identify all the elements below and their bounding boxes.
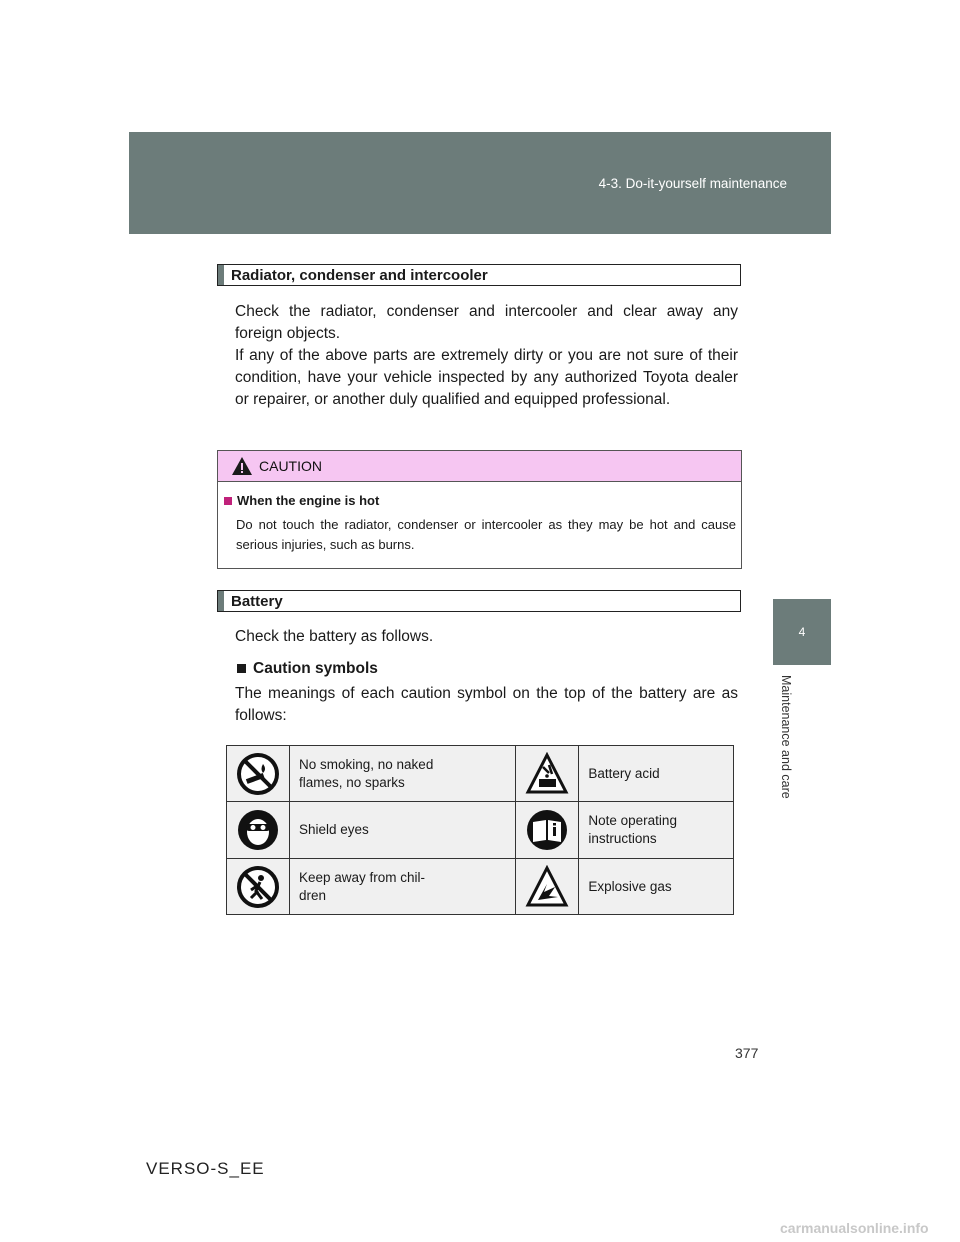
table-cell — [516, 746, 579, 802]
symbol-label: No smoking, no naked — [299, 756, 434, 772]
table-cell — [516, 802, 579, 859]
radiator-heading-text: Radiator, condenser and intercooler — [231, 267, 488, 284]
caution-symbols-subheading — [237, 658, 740, 680]
chapter-label-vertical — [775, 675, 799, 815]
chapter-tab[interactable] — [773, 599, 831, 665]
table-row — [227, 802, 734, 859]
bullet-square-icon — [224, 497, 232, 505]
heading-marker — [218, 591, 224, 611]
symbol-label: Keep away from chil- — [299, 869, 426, 885]
watermark: carmanualsonline.info — [780, 1220, 929, 1236]
table-cell — [290, 859, 516, 915]
header-band — [129, 132, 831, 234]
radiator-paragraph-1: Check the radiator, condenser and intercooler and clear away any foreign objects. — [235, 303, 738, 342]
symbol-label: Note operating — [588, 813, 677, 828]
symbol-label: Battery acid — [588, 765, 660, 781]
chapter-label: Maintenance and care — [779, 675, 793, 799]
table-row — [227, 746, 734, 802]
radiator-heading — [217, 264, 741, 286]
shield-eyes-icon — [236, 808, 280, 852]
table-cell — [227, 802, 290, 859]
caution-body: Do not touch the radiator, condenser or intercooler as they may be hot and cause serious injuries, such as burns. — [236, 517, 736, 552]
symbol-label-continued: flames, no sparks — [299, 774, 405, 790]
model-code: VERSO-S_EE — [146, 1159, 265, 1178]
table-cell — [579, 859, 734, 915]
table-cell — [579, 802, 734, 859]
table-cell — [290, 746, 516, 802]
table-row — [227, 859, 734, 915]
caution-symbols-subheading-text: Caution symbols — [253, 660, 378, 677]
battery-description: The meanings of each caution symbol on the top of the battery are as follows: — [235, 685, 738, 724]
radiator-paragraph-2: If any of the above parts are extremely dirty or you are not sure of their condition, have your vehicle inspected by any authorized Toyota dealer or repairer, or another duly qualified and equipped professional. — [235, 347, 738, 408]
caution-subtitle-text: When the engine is hot — [237, 493, 380, 508]
explosive-gas-icon — [525, 865, 569, 909]
table-cell — [516, 859, 579, 915]
battery-heading — [217, 590, 741, 612]
caution-header — [218, 451, 741, 482]
heading-marker — [218, 265, 224, 285]
symbol-label-continued: instructions — [588, 831, 657, 846]
battery-heading-text: Battery — [231, 593, 283, 610]
operating-instructions-icon — [525, 808, 569, 852]
battery-acid-icon — [525, 752, 569, 796]
table-cell — [290, 802, 516, 859]
caution-subtitle — [224, 493, 379, 508]
caution-box — [217, 450, 742, 569]
table-cell — [227, 746, 290, 802]
keep-away-children-icon — [236, 865, 280, 909]
no-smoking-icon — [236, 752, 280, 796]
table-cell — [227, 859, 290, 915]
caution-symbols-table — [226, 745, 734, 915]
bullet-square-icon — [237, 664, 246, 673]
battery-intro: Check the battery as follows. — [235, 628, 434, 645]
symbol-label: Shield eyes — [299, 822, 369, 837]
symbol-label-continued: dren — [299, 887, 327, 903]
section-title: 4-3. Do-it-yourself maintenance — [598, 176, 787, 191]
page-number: 377 — [735, 1045, 759, 1061]
symbol-label: Explosive gas — [588, 878, 672, 894]
table-cell — [579, 746, 734, 802]
caution-label: CAUTION — [259, 458, 322, 474]
warning-triangle-icon — [231, 456, 253, 476]
chapter-number: 4 — [798, 625, 806, 639]
